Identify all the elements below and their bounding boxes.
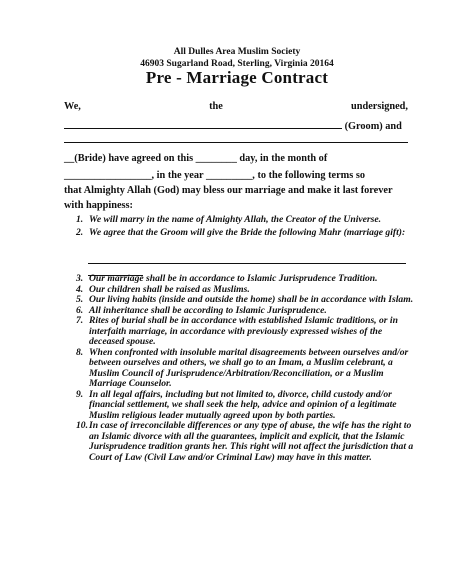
list-item: 7. Rites of burial shall be in accordance with established Islamic traditions, or in interfaith marriage, in accordance with previously expressed wishes of the deceased spouse. (76, 315, 398, 347)
blessing-line: that Almighty Allah (God) may bless our marriage and make it last forever (64, 185, 393, 196)
list-item: 3. Our marriage shall be in accordance to Islamic Jurisprudence Tradition. (76, 273, 378, 284)
bride-name-field[interactable] (64, 133, 408, 143)
page-title: Pre - Marriage Contract (145, 68, 329, 87)
list-item: 10. In case of irreconcilable differences or any type of abuse, the wife has the right to an Islamic divorce with all the guarantees, implicit and explicit, that the Islamic Jurisprudence tradition grants her. This right will not affect the jurisdiction that a Court of Law (Civil Law and/or Criminal Law) may have in this matter. (76, 420, 414, 463)
organization-name: All Dulles Area Muslim Society (173, 47, 301, 57)
we-text: We, (64, 101, 81, 112)
list-item: 9. In all legal affairs, including but not limited to, divorce, child custody and/or financial settlement, we shall seek the help, advice and opinion of a legitimate Muslim religious leader mutually agreed upon by both parties. (76, 388, 397, 421)
groom-name-field[interactable] (64, 119, 342, 129)
bride-name-line (64, 133, 408, 146)
year-line: _________________, in the year _________, to the following terms so (64, 170, 365, 181)
the-text: the (209, 101, 223, 112)
organization-address: 46903 Sugarland Road, Sterling, Virginia 20164 (140, 59, 334, 69)
groom-line (64, 119, 402, 132)
mahr-field[interactable] (88, 263, 406, 264)
undersigned-text: undersigned, (351, 101, 408, 112)
list-item: 1. We will marry in the name of Almighty Allah, the Creator of the Universe. (76, 214, 381, 225)
groom-label: (Groom) and (344, 121, 402, 132)
mahr-field-continuation[interactable] (88, 275, 143, 276)
bride-line: __(Bride) have agreed on this ________ day, in the month of (64, 153, 328, 164)
happiness-line: with happiness: (64, 200, 133, 211)
list-item: 8. When confronted with insoluble marital disagreements between ourselves and/or between ourselves and others, we shall go to an Imam, a Muslim celebrant, a Muslim Council of Jurisprudence/Arbitration/Reconciliation, or a Muslim Marriage Counselor. (76, 346, 409, 389)
list-item: 6. All inheritance shall be according to Islamic Jurisprudence. (76, 304, 327, 316)
list-item: 5. Our living habits (inside and outside the home) shall be in accordance with Islam. (76, 294, 414, 305)
list-item: 2. We agree that the Groom will give the Bride the following Mahr (marriage gift): (76, 226, 406, 238)
intro-line-1 (64, 101, 408, 112)
list-item: 4. Our children shall be raised as Muslims. (76, 283, 250, 295)
terms-list (78, 215, 418, 463)
